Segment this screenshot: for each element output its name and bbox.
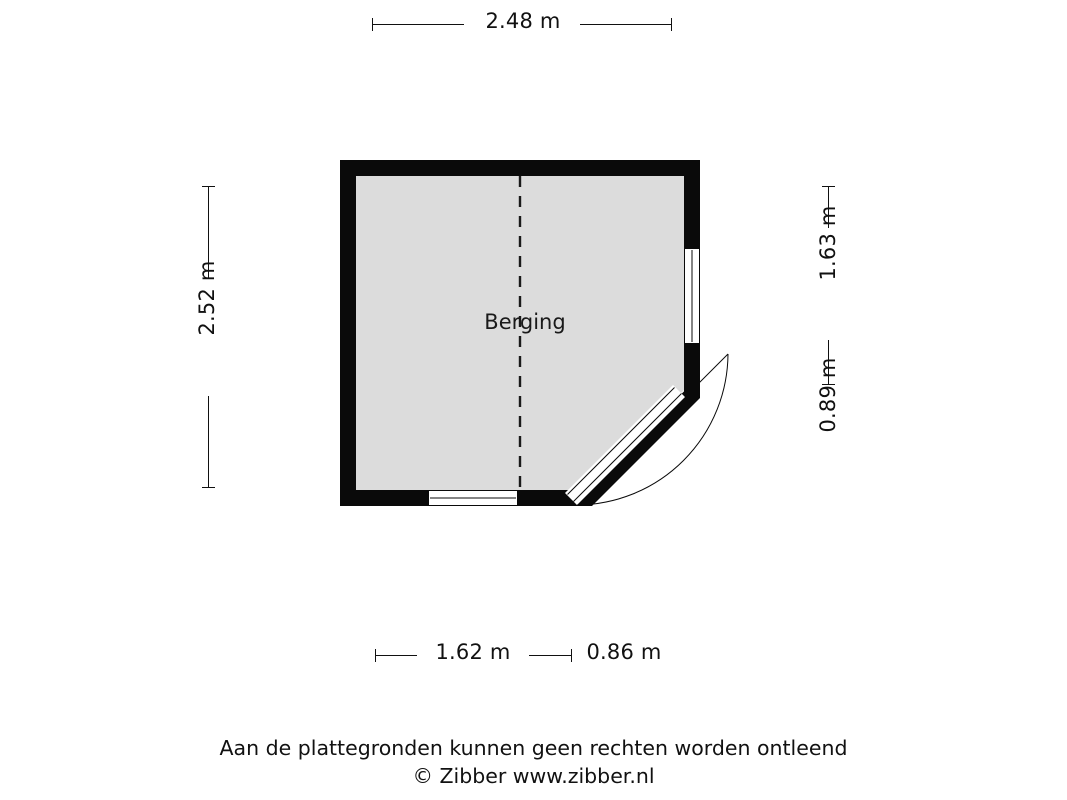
dimension-right-lower [816,357,840,488]
dimension-tick [372,18,373,31]
dimension-right-upper-label: 1.63 m [816,205,840,281]
dimension-right-lower-label: 0.89 m [816,357,840,433]
dimension-left [195,186,219,488]
dimension-tick [202,487,215,488]
dimension-top [372,9,672,33]
dimension-tick [671,18,672,31]
dimension-tick [822,186,835,187]
floorplan-svg [340,160,740,530]
dimension-left-label: 2.52 m [195,260,219,336]
dimension-bottom-left [375,640,572,664]
footer-copyright: © Zibber www.zibber.nl [412,764,655,788]
dimension-top-label: 2.48 m [485,9,561,33]
dimension-bottom-left-label: 1.62 m [435,640,511,664]
room-label-berging: Berging [484,310,566,334]
footer-disclaimer: Aan de plattegronden kunnen geen rechten worden ontleend [219,736,848,760]
dimension-tick [202,186,215,187]
floorplan-drawing [340,160,740,530]
dimension-bottom-right [572,640,676,664]
dimension-bottom-right-label: 0.86 m [586,640,662,664]
dimension-tick [375,649,376,662]
